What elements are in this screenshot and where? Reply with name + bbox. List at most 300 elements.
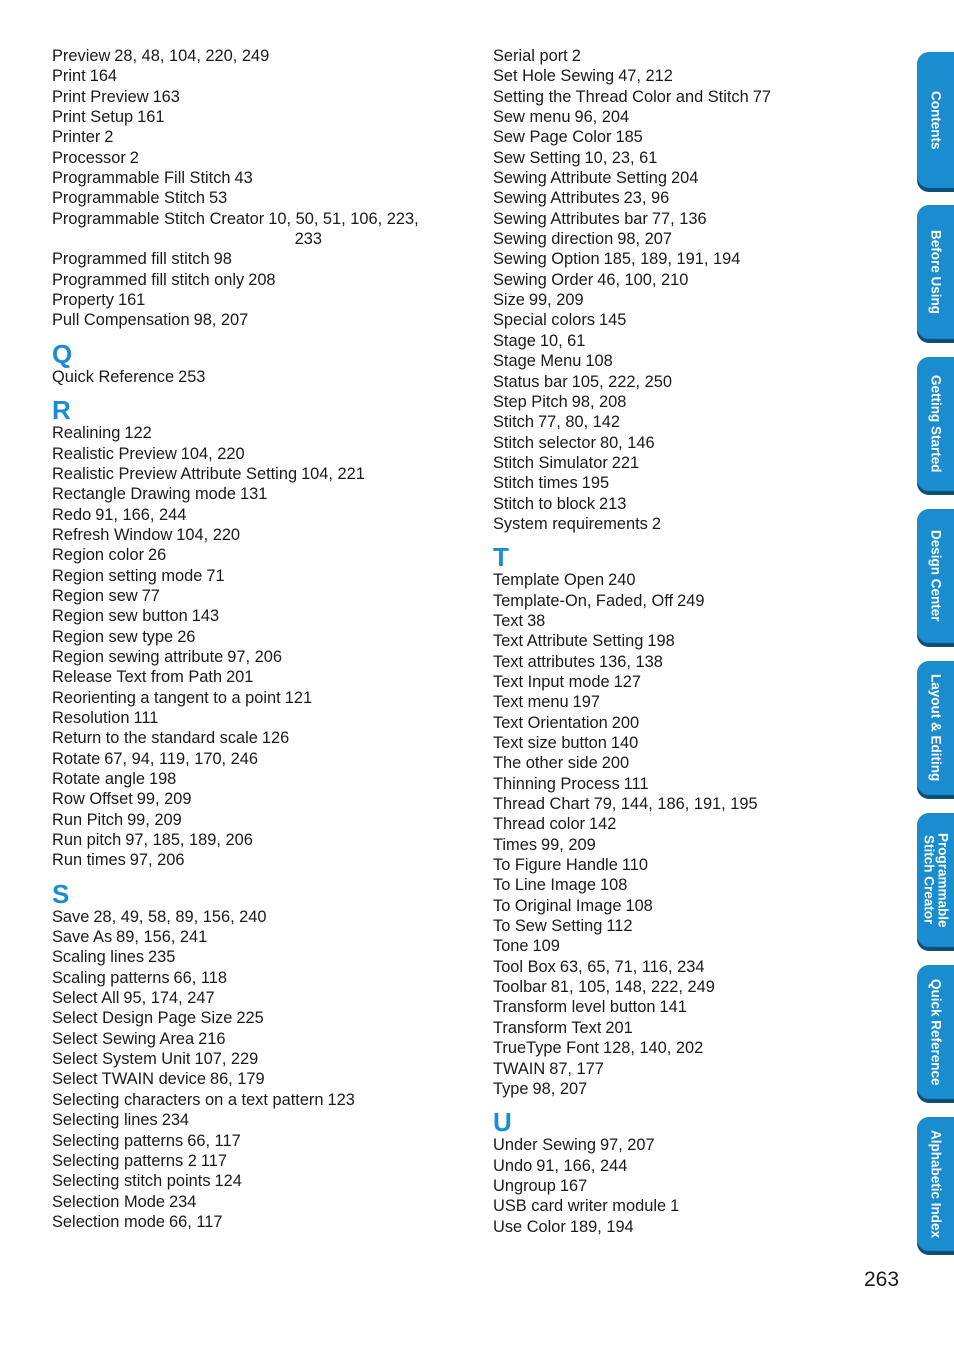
index-term: Print (52, 67, 86, 86)
index-entry (493, 855, 913, 875)
index-page-refs[interactable]: 225 (236, 1009, 264, 1028)
index-entry (52, 310, 472, 330)
index-entry (52, 87, 472, 107)
index-entry (52, 209, 472, 250)
tab-label: Contents (928, 90, 944, 150)
index-page-refs[interactable]: 2 (129, 148, 139, 167)
index-entry (493, 127, 913, 147)
index-page-refs[interactable]: 26 (148, 546, 167, 565)
index-term: Reorienting a tangent to a point (52, 688, 281, 707)
index-entry (493, 896, 913, 916)
index-page-refs[interactable]: 131 (240, 485, 268, 504)
index-page-refs[interactable]: 124 (214, 1172, 242, 1191)
index-entry (52, 627, 472, 647)
tab-layout-editing[interactable] (917, 661, 954, 795)
index-entry (493, 249, 913, 269)
index-entry (52, 484, 472, 504)
index-term: Select All (52, 989, 120, 1008)
index-entry (52, 688, 472, 708)
tab-label: Layout & Editing (928, 674, 944, 782)
index-entry (493, 392, 913, 412)
index-page-refs[interactable]: 10, 23, 61 (584, 148, 658, 167)
index-page-refs[interactable]: 105, 222, 250 (571, 372, 672, 391)
index-term: Under Sewing (493, 1136, 596, 1155)
index-page-refs[interactable]: 117 (200, 1151, 228, 1170)
index-term: Property (52, 291, 114, 310)
index-page-refs[interactable]: 111 (623, 774, 649, 793)
index-page-refs[interactable]: 77 (752, 87, 771, 106)
index-entry (493, 794, 913, 814)
index-page-refs[interactable]: 200 (611, 713, 640, 732)
index-term: Toolbar (493, 978, 547, 997)
index-term: Text attributes (493, 652, 596, 671)
index-entry (52, 444, 472, 464)
index-term: To Original Image (493, 896, 622, 915)
index-term: Select TWAIN device (52, 1070, 206, 1089)
index-term: Status bar (493, 372, 568, 391)
index-page-refs[interactable]: 66, 118 (173, 968, 228, 987)
index-term: Stage (493, 331, 536, 350)
index-entry (52, 505, 472, 525)
index-term: Select Sewing Area (52, 1029, 195, 1048)
index-entry (52, 708, 472, 728)
index-term: Selecting characters on a text pattern (52, 1090, 324, 1109)
index-page-refs[interactable]: 185 (615, 128, 643, 147)
index-entry (493, 916, 913, 936)
tab-contents[interactable] (917, 52, 954, 188)
index-term: Preview (52, 47, 111, 65)
index-entry (52, 290, 472, 310)
index-page-refs[interactable]: 201 (226, 668, 254, 687)
index-page-refs[interactable]: 104, 220 (180, 444, 245, 463)
tab-label: Design Center (928, 530, 944, 622)
tab-design-center[interactable] (917, 509, 954, 643)
index-page-refs[interactable]: 249 (677, 591, 705, 610)
index-term: Selecting lines (52, 1111, 158, 1130)
index-term: Resolution (52, 708, 130, 727)
index-entry (52, 606, 472, 626)
index-page-refs[interactable]: 43 (234, 169, 253, 188)
index-entry (493, 87, 913, 107)
index-page-refs[interactable]: 109 (532, 937, 560, 956)
index-page-refs[interactable]: 142 (589, 815, 617, 834)
index-term: Redo (52, 505, 92, 524)
index-term: Scaling patterns (52, 968, 170, 987)
index-term: Template-On, Faded, Off (493, 591, 674, 610)
index-page-refs[interactable]: 66, 117 (168, 1212, 223, 1231)
index-page-refs[interactable]: 98, 208 (571, 392, 627, 411)
index-page-refs[interactable]: 99, 209 (136, 790, 192, 809)
index-term: Run Pitch (52, 810, 124, 829)
index-page-refs[interactable]: 77, 80, 142 (538, 413, 621, 432)
index-term: Printer (52, 128, 101, 147)
index-page-refs[interactable]: 161 (137, 108, 165, 127)
index-entry (493, 936, 913, 956)
index-page-refs[interactable]: 77, 136 (651, 209, 707, 228)
index-entry (493, 814, 913, 834)
index-page-refs[interactable]: 234 (168, 1192, 197, 1211)
index-entry (493, 209, 913, 229)
index-term: Tool Box (493, 957, 556, 976)
index-page-refs[interactable]: 197 (572, 693, 600, 712)
index-page-refs[interactable]: 63, 65, 71, 116, 234 (559, 957, 705, 976)
index-page-refs-continued[interactable]: 233 (294, 230, 322, 249)
index-block-t (493, 570, 913, 1099)
index-term: System requirements (493, 514, 648, 533)
index-entry (493, 229, 913, 249)
index-page-refs[interactable]: 122 (124, 424, 152, 443)
index-term: Processor (52, 148, 126, 167)
index-page-refs[interactable]: 123 (327, 1090, 355, 1109)
index-entry (493, 835, 913, 855)
index-entry (52, 1069, 472, 1089)
index-entry (52, 789, 472, 809)
index-entry (493, 611, 913, 631)
index-page-refs[interactable]: 121 (284, 688, 313, 707)
index-entry (52, 46, 472, 66)
index-page-refs[interactable]: 140 (610, 734, 639, 752)
index-entry (493, 473, 913, 493)
index-page-refs[interactable]: 38 (527, 611, 546, 630)
index-entry (52, 850, 472, 870)
page-number: 263 (864, 1268, 900, 1291)
index-page-refs[interactable]: 108 (585, 352, 613, 371)
index-entry (493, 1156, 913, 1176)
index-term: Programmable Fill Stitch (52, 169, 231, 188)
index-entry (52, 66, 472, 86)
index-entry (52, 168, 472, 188)
index-entry (493, 733, 913, 753)
index-page-refs[interactable]: 234 (161, 1111, 190, 1130)
index-entry (52, 566, 472, 586)
index-page-refs[interactable]: 10, 61 (539, 331, 586, 350)
index-page-refs[interactable]: 104, 220 (176, 525, 241, 544)
index-page-refs[interactable]: 208 (248, 270, 276, 289)
index-term: Selecting stitch points (52, 1172, 211, 1191)
index-term: Stitch to block (493, 494, 596, 513)
index-page-refs[interactable]: 141 (659, 998, 687, 1017)
index-block-u (493, 1135, 913, 1237)
index-page-refs[interactable]: 240 (608, 571, 636, 590)
index-page-refs[interactable]: 253 (178, 367, 206, 386)
index-page-refs[interactable]: 128, 140, 202 (602, 1039, 704, 1058)
index-page-refs[interactable]: 79, 144, 186, 191, 195 (593, 795, 758, 814)
index-term: Region color (52, 546, 145, 565)
index-entry (52, 1049, 472, 1069)
tab-programmable-stitch-creator[interactable] (917, 813, 954, 947)
index-page-refs[interactable]: 143 (191, 607, 220, 626)
index-entry (52, 1192, 472, 1212)
index-entry (52, 1131, 472, 1151)
section-letter-s: S (52, 878, 70, 909)
index-term: Rotate (52, 749, 101, 768)
index-column-right (493, 46, 913, 1237)
index-page-refs[interactable]: 221 (611, 453, 640, 472)
index-page-refs[interactable]: 110 (621, 856, 648, 875)
index-entry (52, 968, 472, 988)
index-term: Text Input mode (493, 672, 610, 691)
index-page-refs[interactable]: 161 (117, 291, 146, 310)
index-term: Sew menu (493, 108, 571, 127)
index-page-refs[interactable]: 99, 209 (541, 835, 596, 854)
index-page-refs[interactable]: 198 (148, 770, 177, 788)
index-page-refs[interactable]: 111 (133, 708, 159, 727)
index-entry (52, 830, 472, 850)
index-page-refs[interactable]: 104, 221 (301, 464, 365, 483)
index-term: Quick Reference (52, 367, 175, 386)
index-page-refs[interactable]: 163 (152, 87, 180, 106)
index-page-refs[interactable]: 28, 48, 104, 220, 249 (114, 47, 270, 65)
index-entry (493, 514, 913, 534)
index-term: Region sew (52, 586, 138, 605)
index-entry (52, 270, 472, 290)
index-term: Sew Page Color (493, 128, 612, 147)
index-page-refs[interactable]: 204 (671, 169, 699, 188)
index-entry (493, 1038, 913, 1058)
index-term: Programmed fill stitch only (52, 270, 245, 289)
index-block-r (52, 423, 472, 871)
index-page-refs[interactable]: 91, 166, 244 (536, 1156, 628, 1175)
index-page-refs[interactable]: 145 (599, 311, 627, 330)
index-term: Print Setup (52, 108, 134, 127)
index-page-refs[interactable]: 46, 100, 210 (597, 270, 689, 289)
index-term: Select System Unit (52, 1050, 191, 1069)
index-term: Run times (52, 851, 126, 870)
index-term: Realistic Preview (52, 444, 177, 463)
index-page-refs[interactable]: 126 (261, 729, 290, 748)
index-entry (52, 545, 472, 565)
index-page-refs[interactable]: 235 (148, 948, 176, 967)
index-page-refs[interactable]: 26 (177, 627, 196, 646)
index-entry (493, 753, 913, 773)
index-entry (493, 494, 913, 514)
index-page-refs[interactable]: 164 (89, 67, 118, 86)
index-page-refs[interactable]: 98, 207 (617, 230, 672, 249)
index-term: Transform Text (493, 1018, 602, 1037)
tab-getting-started[interactable] (917, 357, 954, 491)
index-term: Save (52, 907, 90, 926)
index-page-refs[interactable]: 108 (599, 876, 628, 895)
index-term: Ungroup (493, 1176, 556, 1195)
tab-label: Programmable Stitch Creator (921, 832, 951, 928)
index-term: Region sew type (52, 627, 174, 646)
index-page-refs[interactable]: 185, 189, 191, 194 (603, 250, 741, 269)
index-page-refs[interactable]: 71 (206, 566, 225, 585)
index-entry (493, 672, 913, 692)
index-page-refs[interactable]: 98, 207 (532, 1079, 588, 1098)
index-entry (52, 1029, 472, 1049)
index-page-refs[interactable]: 53 (209, 189, 228, 208)
index-page-refs[interactable]: 97, 185, 189, 206 (125, 831, 253, 850)
index-term: Stitch (493, 413, 534, 432)
index-term: Stage Menu (493, 352, 582, 371)
index-term: Sewing direction (493, 230, 614, 249)
index-page-refs[interactable]: 81, 105, 148, 222, 249 (550, 978, 715, 997)
index-entry (52, 249, 472, 269)
index-page-refs[interactable]: 91, 166, 244 (95, 505, 187, 524)
index-entry (493, 1059, 913, 1079)
index-term: Refresh Window (52, 525, 173, 544)
section-letter-q: Q (52, 338, 73, 369)
index-entry (493, 997, 913, 1017)
index-page-refs[interactable]: 200 (601, 754, 630, 773)
index-term: Realining (52, 424, 121, 443)
index-page-refs[interactable]: 2 (104, 128, 114, 147)
index-page-refs[interactable]: 77 (141, 586, 160, 605)
index-page-refs[interactable]: 95, 174, 247 (123, 989, 215, 1008)
index-entry (493, 433, 913, 453)
index-entry (493, 977, 913, 997)
index-page-refs[interactable]: 1 (670, 1197, 680, 1216)
index-term: Select Design Page Size (52, 1009, 233, 1028)
index-term: Stitch times (493, 474, 578, 493)
index-page-refs[interactable]: 80, 146 (599, 433, 655, 452)
index-entry (493, 1135, 913, 1155)
index-term: Selecting patterns (52, 1131, 184, 1150)
index-term: TWAIN (493, 1059, 546, 1078)
index-entry (52, 367, 472, 387)
index-page-refs[interactable]: 108 (625, 896, 653, 915)
index-page-refs[interactable]: 195 (581, 474, 610, 493)
index-entry (493, 372, 913, 392)
index-entry (493, 774, 913, 794)
index-page-refs[interactable]: 47, 212 (618, 67, 673, 86)
tab-alphabetic-index[interactable] (917, 1117, 954, 1251)
index-entry (493, 412, 913, 432)
index-entry (493, 591, 913, 611)
index-page-refs[interactable]: 127 (613, 672, 641, 691)
index-page-refs[interactable]: 86, 179 (209, 1070, 265, 1089)
index-page-refs[interactable]: 2 (571, 47, 581, 65)
index-entry (493, 148, 913, 168)
index-page-refs[interactable]: 10, 50, 51, 106, 223, (268, 209, 419, 228)
index-page-refs[interactable]: 213 (599, 494, 627, 513)
index-entry (493, 631, 913, 651)
index-term: Print Preview (52, 87, 149, 106)
index-entry (493, 692, 913, 712)
index-page-refs[interactable]: 198 (647, 632, 675, 651)
index-term: Pull Compensation (52, 311, 190, 330)
index-term: Region sew button (52, 607, 188, 626)
index-page-refs[interactable]: 167 (559, 1176, 588, 1195)
index-page-refs[interactable]: 23, 96 (623, 189, 670, 208)
index-entry (52, 988, 472, 1008)
index-term: Selecting patterns 2 (52, 1151, 197, 1170)
index-entry (493, 310, 913, 330)
index-term: Sewing Order (493, 270, 594, 289)
index-term: Special colors (493, 311, 596, 330)
index-term: Thread Chart (493, 795, 590, 814)
index-column-left (52, 46, 472, 1232)
index-entry (493, 331, 913, 351)
index-page-refs[interactable]: 89, 156, 241 (116, 928, 208, 947)
index-term: Type (493, 1079, 529, 1098)
index-entry (493, 46, 913, 66)
index-term: Size (493, 291, 525, 310)
index-term: Selection mode (52, 1212, 165, 1231)
index-term: Release Text from Path (52, 668, 223, 687)
tab-before-using[interactable] (917, 205, 954, 339)
index-page-refs[interactable]: 98, 207 (193, 311, 249, 330)
index-page-refs[interactable]: 66, 117 (187, 1131, 241, 1150)
index-page-refs[interactable]: 189, 194 (569, 1217, 634, 1236)
index-term: Text (493, 611, 524, 630)
index-page-refs[interactable]: 97, 206 (227, 647, 282, 666)
section-letter-r: R (52, 395, 71, 426)
index-entry (52, 148, 472, 168)
index-page-refs[interactable]: 99, 209 (528, 291, 584, 310)
index-entry (52, 927, 472, 947)
index-block-s (52, 907, 472, 1233)
index-page-refs[interactable]: 96, 204 (574, 108, 630, 127)
index-entry (493, 1217, 913, 1237)
index-page-refs[interactable]: 97, 207 (599, 1136, 655, 1155)
tab-quick-reference[interactable] (917, 965, 954, 1099)
index-entry (52, 769, 472, 789)
index-term: Serial port (493, 47, 568, 65)
index-entry (493, 1196, 913, 1216)
index-page-refs[interactable]: 2 (651, 514, 661, 533)
index-page-refs[interactable]: 99, 209 (127, 810, 182, 829)
index-entry (52, 1171, 472, 1191)
index-page-refs[interactable]: 67, 94, 119, 170, 246 (104, 749, 259, 768)
index-entry (52, 127, 472, 147)
index-term: Realistic Preview Attribute Setting (52, 464, 298, 483)
index-term: Set Hole Sewing (493, 67, 615, 86)
index-page-refs[interactable]: 201 (605, 1018, 633, 1037)
index-page-refs[interactable]: 87, 177 (549, 1059, 604, 1078)
section-letter-t: T (493, 542, 509, 573)
index-term: Run pitch (52, 831, 122, 850)
index-page-refs[interactable]: 136, 138 (599, 652, 663, 671)
index-entry (493, 570, 913, 590)
index-term: Text size button (493, 734, 607, 752)
index-entry (52, 423, 472, 443)
index-term: Step Pitch (493, 392, 568, 411)
index-page-refs[interactable]: 28, 49, 58, 89, 156, 240 (93, 907, 267, 926)
index-entry (52, 1008, 472, 1028)
index-page-refs[interactable]: 97, 206 (129, 851, 185, 870)
index-block-p (52, 46, 472, 331)
index-term: Sewing Option (493, 250, 600, 269)
index-entry (493, 957, 913, 977)
index-entry (493, 107, 913, 127)
index-page-refs[interactable]: 216 (198, 1029, 226, 1048)
index-entry (493, 270, 913, 290)
index-entry (493, 713, 913, 733)
index-term: Template Open (493, 571, 605, 590)
index-entry (52, 1090, 472, 1110)
index-term: Stitch selector (493, 433, 596, 452)
index-entry (493, 652, 913, 672)
index-page-refs[interactable]: 98 (213, 250, 232, 269)
index-term: Sewing Attributes (493, 189, 620, 208)
index-term: Sewing Attribute Setting (493, 169, 668, 188)
index-entry (52, 1212, 472, 1232)
index-term: Selection Mode (52, 1192, 165, 1211)
index-page-refs[interactable]: 107, 229 (194, 1050, 259, 1069)
index-entry (493, 875, 913, 895)
index-term: USB card writer module (493, 1197, 667, 1216)
index-term: Row Offset (52, 790, 133, 809)
index-term: Text Orientation (493, 713, 608, 732)
index-entry (52, 947, 472, 967)
index-entry (52, 907, 472, 927)
index-page-refs[interactable]: 112 (606, 917, 633, 936)
index-term: Scaling lines (52, 948, 145, 967)
index-term: The other side (493, 754, 598, 773)
index-term: Save As (52, 928, 113, 947)
